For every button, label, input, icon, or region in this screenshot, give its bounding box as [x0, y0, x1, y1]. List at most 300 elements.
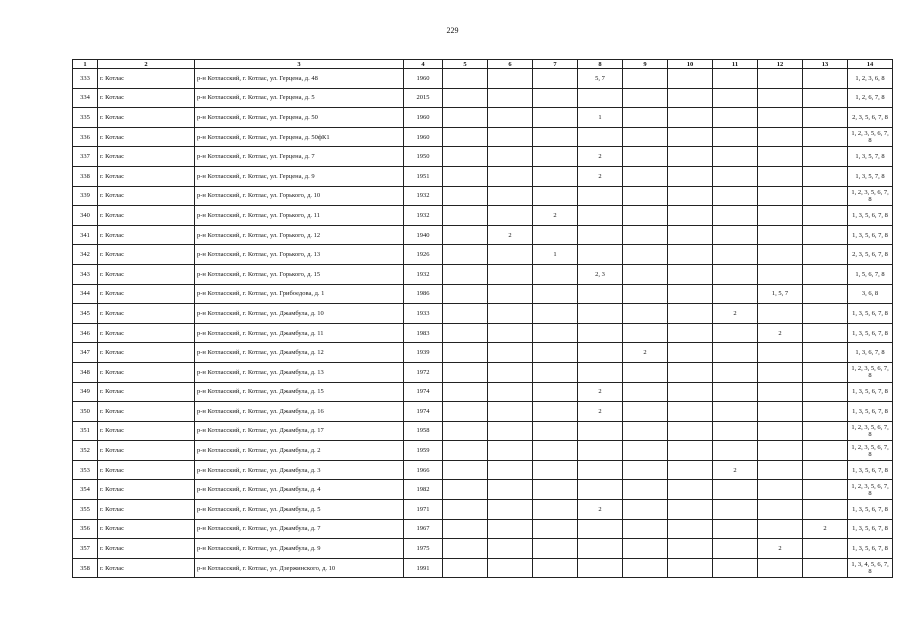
col-9-cell [623, 558, 668, 578]
col-5-cell [443, 421, 488, 441]
col-12-cell: 2 [758, 539, 803, 559]
address-cell: р-н Котласский, г. Котлас, ул. Джамбула, д. 12 [195, 343, 404, 363]
column-header-13: 13 [803, 60, 848, 69]
row-number-cell: 354 [73, 480, 98, 500]
col-13-cell [803, 245, 848, 265]
address-cell: р-н Котласский, г. Котлас, ул. Горького, д. 13 [195, 245, 404, 265]
col-6-cell [488, 421, 533, 441]
col-6-cell [488, 382, 533, 402]
col-9-cell [623, 225, 668, 245]
col-12-cell [758, 147, 803, 167]
col-5-cell [443, 382, 488, 402]
col-13-cell [803, 108, 848, 128]
col-7-cell [533, 166, 578, 186]
col-7-cell [533, 323, 578, 343]
column-header-10: 10 [668, 60, 713, 69]
col-6-cell [488, 402, 533, 422]
address-cell: р-н Котласский, г. Котлас, ул. Дзержинского, д. 10 [195, 558, 404, 578]
col-5-cell [443, 166, 488, 186]
col-11-cell [713, 88, 758, 108]
col-7-cell [533, 343, 578, 363]
col-10-cell [668, 500, 713, 520]
col-6-cell [488, 441, 533, 461]
col-12-cell [758, 480, 803, 500]
col-14-cell: 1, 3, 5, 6, 7, 8 [848, 500, 893, 520]
address-cell: р-н Котласский, г. Котлас, ул. Герцена, д. 48 [195, 69, 404, 89]
year-built-cell: 1932 [404, 264, 443, 284]
col-8-cell [578, 186, 623, 206]
row-number-cell: 335 [73, 108, 98, 128]
table-row [73, 441, 893, 461]
col-12-cell [758, 186, 803, 206]
col-5-cell [443, 147, 488, 167]
col-14-cell: 1, 3, 5, 6, 7, 8 [848, 225, 893, 245]
col-8-cell [578, 421, 623, 441]
year-built-cell: 1933 [404, 304, 443, 324]
address-cell: р-н Котласский, г. Котлас, ул. Джамбула, д. 17 [195, 421, 404, 441]
address-cell: р-н Котласский, г. Котлас, ул. Джамбула, д. 4 [195, 480, 404, 500]
year-built-cell: 1991 [404, 558, 443, 578]
table-row [73, 519, 893, 539]
row-number-cell: 336 [73, 127, 98, 147]
table-row [73, 500, 893, 520]
col-9-cell [623, 108, 668, 128]
year-built-cell: 1986 [404, 284, 443, 304]
col-9-cell [623, 402, 668, 422]
row-number-cell: 345 [73, 304, 98, 324]
col-10-cell [668, 382, 713, 402]
col-5-cell [443, 245, 488, 265]
col-13-cell [803, 480, 848, 500]
address-cell: р-н Котласский, г. Котлас, ул. Герцена, д. 5 [195, 88, 404, 108]
col-12-cell [758, 206, 803, 226]
col-12-cell [758, 421, 803, 441]
row-number-cell: 350 [73, 402, 98, 422]
table-row [73, 108, 893, 128]
row-number-cell: 340 [73, 206, 98, 226]
column-header-5: 5 [443, 60, 488, 69]
col-9-cell [623, 539, 668, 559]
col-14-cell: 1, 3, 5, 6, 7, 8 [848, 304, 893, 324]
col-12-cell [758, 304, 803, 324]
col-11-cell: 2 [713, 304, 758, 324]
address-cell: р-н Котласский, г. Котлас, ул. Герцена, д. 9 [195, 166, 404, 186]
year-built-cell: 1966 [404, 460, 443, 480]
settlement-cell: г. Котлас [98, 304, 195, 324]
table-row [73, 69, 893, 89]
col-12-cell [758, 88, 803, 108]
col-8-cell [578, 441, 623, 461]
col-12-cell [758, 460, 803, 480]
col-14-cell: 1, 2, 3, 5, 6, 7, 8 [848, 127, 893, 147]
header-row [73, 60, 893, 69]
col-6-cell [488, 186, 533, 206]
address-cell: р-н Котласский, г. Котлас, ул. Джамбула, д. 10 [195, 304, 404, 324]
col-13-cell [803, 284, 848, 304]
col-7-cell [533, 88, 578, 108]
row-number-cell: 352 [73, 441, 98, 461]
col-5-cell [443, 480, 488, 500]
col-10-cell [668, 206, 713, 226]
table-header [73, 60, 893, 69]
col-6-cell [488, 127, 533, 147]
address-cell: р-н Котласский, г. Котлас, ул. Горького, д. 15 [195, 264, 404, 284]
settlement-cell: г. Котлас [98, 519, 195, 539]
col-6-cell [488, 245, 533, 265]
col-11-cell [713, 382, 758, 402]
col-14-cell: 1, 3, 5, 7, 8 [848, 166, 893, 186]
col-11-cell [713, 206, 758, 226]
col-12-cell [758, 362, 803, 382]
col-7-cell [533, 284, 578, 304]
col-7-cell [533, 539, 578, 559]
col-14-cell: 1, 2, 3, 5, 6, 7, 8 [848, 441, 893, 461]
col-12-cell [758, 558, 803, 578]
column-header-14: 14 [848, 60, 893, 69]
col-10-cell [668, 480, 713, 500]
address-cell: р-н Котласский, г. Котлас, ул. Джамбула, д. 13 [195, 362, 404, 382]
col-14-cell: 1, 3, 5, 6, 7, 8 [848, 460, 893, 480]
settlement-cell: г. Котлас [98, 421, 195, 441]
col-13-cell [803, 323, 848, 343]
col-13-cell [803, 362, 848, 382]
col-5-cell [443, 127, 488, 147]
col-7-cell [533, 186, 578, 206]
col-8-cell [578, 558, 623, 578]
col-11-cell [713, 539, 758, 559]
table-row [73, 186, 893, 206]
col-13-cell [803, 166, 848, 186]
col-14-cell: 1, 2, 3, 5, 6, 7, 8 [848, 362, 893, 382]
column-header-7: 7 [533, 60, 578, 69]
col-12-cell [758, 127, 803, 147]
col-6-cell [488, 147, 533, 167]
col-10-cell [668, 402, 713, 422]
col-13-cell [803, 127, 848, 147]
col-7-cell [533, 460, 578, 480]
col-13-cell [803, 402, 848, 422]
col-5-cell [443, 69, 488, 89]
col-12-cell [758, 108, 803, 128]
col-7-cell [533, 441, 578, 461]
table-row [73, 225, 893, 245]
col-11-cell [713, 147, 758, 167]
col-14-cell: 1, 3, 5, 6, 7, 8 [848, 402, 893, 422]
col-10-cell [668, 323, 713, 343]
row-number-cell: 339 [73, 186, 98, 206]
col-14-cell: 1, 3, 5, 6, 7, 8 [848, 519, 893, 539]
table-row [73, 304, 893, 324]
settlement-cell: г. Котлас [98, 264, 195, 284]
table-row [73, 421, 893, 441]
col-5-cell [443, 500, 488, 520]
col-12-cell [758, 166, 803, 186]
year-built-cell: 1951 [404, 166, 443, 186]
year-built-cell: 1958 [404, 421, 443, 441]
settlement-cell: г. Котлас [98, 460, 195, 480]
col-5-cell [443, 539, 488, 559]
col-12-cell: 1, 5, 7 [758, 284, 803, 304]
col-9-cell [623, 480, 668, 500]
address-cell: р-н Котласский, г. Котлас, ул. Джамбула, д. 11 [195, 323, 404, 343]
col-7-cell [533, 264, 578, 284]
col-8-cell [578, 127, 623, 147]
col-11-cell [713, 245, 758, 265]
col-13-cell [803, 343, 848, 363]
address-cell: р-н Котласский, г. Котлас, ул. Джамбула, д. 5 [195, 500, 404, 520]
column-header-1: 1 [73, 60, 98, 69]
col-10-cell [668, 245, 713, 265]
settlement-cell: г. Котлас [98, 166, 195, 186]
settlement-cell: г. Котлас [98, 362, 195, 382]
col-5-cell [443, 460, 488, 480]
col-5-cell [443, 264, 488, 284]
col-14-cell: 1, 3, 5, 6, 7, 8 [848, 206, 893, 226]
col-6-cell [488, 500, 533, 520]
col-14-cell: 1, 3, 4, 5, 6, 7, 8 [848, 558, 893, 578]
col-9-cell [623, 441, 668, 461]
table-row [73, 558, 893, 578]
col-10-cell [668, 147, 713, 167]
col-8-cell: 2 [578, 500, 623, 520]
col-5-cell [443, 323, 488, 343]
col-7-cell: 1 [533, 245, 578, 265]
col-14-cell: 1, 2, 3, 5, 6, 7, 8 [848, 421, 893, 441]
address-cell: р-н Котласский, г. Котлас, ул. Грибоедова, д. 1 [195, 284, 404, 304]
col-11-cell [713, 343, 758, 363]
column-header-2: 2 [98, 60, 195, 69]
col-7-cell [533, 127, 578, 147]
col-11-cell [713, 500, 758, 520]
col-14-cell: 1, 3, 5, 6, 7, 8 [848, 539, 893, 559]
address-cell: р-н Котласский, г. Котлас, ул. Джамбула, д. 9 [195, 539, 404, 559]
col-12-cell [758, 500, 803, 520]
row-number-cell: 353 [73, 460, 98, 480]
year-built-cell: 1960 [404, 69, 443, 89]
table-row [73, 147, 893, 167]
settlement-cell: г. Котлас [98, 127, 195, 147]
col-7-cell [533, 304, 578, 324]
col-9-cell [623, 500, 668, 520]
col-9-cell: 2 [623, 343, 668, 363]
col-11-cell [713, 421, 758, 441]
settlement-cell: г. Котлас [98, 108, 195, 128]
col-7-cell [533, 147, 578, 167]
year-built-cell: 1960 [404, 127, 443, 147]
row-number-cell: 338 [73, 166, 98, 186]
column-header-12: 12 [758, 60, 803, 69]
col-13-cell [803, 421, 848, 441]
column-header-6: 6 [488, 60, 533, 69]
table-row [73, 460, 893, 480]
table-row [73, 480, 893, 500]
row-number-cell: 351 [73, 421, 98, 441]
column-header-3: 3 [195, 60, 404, 69]
col-8-cell [578, 343, 623, 363]
table-row [73, 362, 893, 382]
address-cell: р-н Котласский, г. Котлас, ул. Герцена, д. 50фК1 [195, 127, 404, 147]
col-8-cell: 2, 3 [578, 264, 623, 284]
table-row [73, 323, 893, 343]
table-row [73, 539, 893, 559]
settlement-cell: г. Котлас [98, 480, 195, 500]
col-14-cell: 2, 3, 5, 6, 7, 8 [848, 245, 893, 265]
col-14-cell: 1, 2, 3, 5, 6, 7, 8 [848, 480, 893, 500]
col-6-cell [488, 88, 533, 108]
row-number-cell: 355 [73, 500, 98, 520]
col-13-cell [803, 88, 848, 108]
settlement-cell: г. Котлас [98, 284, 195, 304]
settlement-cell: г. Котлас [98, 402, 195, 422]
col-7-cell [533, 362, 578, 382]
col-14-cell: 1, 3, 5, 6, 7, 8 [848, 323, 893, 343]
col-8-cell [578, 362, 623, 382]
col-12-cell [758, 225, 803, 245]
col-10-cell [668, 225, 713, 245]
col-5-cell [443, 206, 488, 226]
col-13-cell [803, 264, 848, 284]
col-10-cell [668, 343, 713, 363]
col-11-cell [713, 264, 758, 284]
col-6-cell [488, 108, 533, 128]
row-number-cell: 346 [73, 323, 98, 343]
col-6-cell [488, 323, 533, 343]
col-6-cell [488, 264, 533, 284]
col-5-cell [443, 402, 488, 422]
col-7-cell [533, 500, 578, 520]
settlement-cell: г. Котлас [98, 88, 195, 108]
year-built-cell: 1959 [404, 441, 443, 461]
col-10-cell [668, 166, 713, 186]
col-14-cell: 1, 3, 5, 6, 7, 8 [848, 382, 893, 402]
year-built-cell: 1926 [404, 245, 443, 265]
col-11-cell [713, 225, 758, 245]
address-cell: р-н Котласский, г. Котлас, ул. Горького, д. 11 [195, 206, 404, 226]
col-7-cell [533, 69, 578, 89]
settlement-cell: г. Котлас [98, 539, 195, 559]
col-14-cell: 1, 5, 6, 7, 8 [848, 264, 893, 284]
col-13-cell [803, 500, 848, 520]
col-8-cell [578, 323, 623, 343]
col-14-cell: 1, 3, 5, 7, 8 [848, 147, 893, 167]
col-8-cell: 2 [578, 382, 623, 402]
address-cell: р-н Котласский, г. Котлас, ул. Джамбула, д. 16 [195, 402, 404, 422]
col-5-cell [443, 88, 488, 108]
col-9-cell [623, 166, 668, 186]
col-11-cell [713, 166, 758, 186]
settlement-cell: г. Котлас [98, 147, 195, 167]
table-row [73, 343, 893, 363]
col-5-cell [443, 304, 488, 324]
year-built-cell: 1975 [404, 539, 443, 559]
col-8-cell [578, 304, 623, 324]
col-13-cell [803, 460, 848, 480]
row-number-cell: 333 [73, 69, 98, 89]
settlement-cell: г. Котлас [98, 441, 195, 461]
col-8-cell [578, 539, 623, 559]
row-number-cell: 343 [73, 264, 98, 284]
col-11-cell [713, 108, 758, 128]
col-11-cell [713, 323, 758, 343]
col-11-cell [713, 127, 758, 147]
col-9-cell [623, 88, 668, 108]
col-6-cell [488, 69, 533, 89]
col-14-cell: 1, 2, 3, 6, 8 [848, 69, 893, 89]
table-row [73, 382, 893, 402]
col-13-cell [803, 206, 848, 226]
col-9-cell [623, 323, 668, 343]
col-5-cell [443, 362, 488, 382]
col-11-cell [713, 441, 758, 461]
col-12-cell [758, 69, 803, 89]
col-9-cell [623, 460, 668, 480]
col-13-cell [803, 441, 848, 461]
address-cell: р-н Котласский, г. Котлас, ул. Герцена, д. 7 [195, 147, 404, 167]
table-row [73, 88, 893, 108]
col-12-cell [758, 441, 803, 461]
col-10-cell [668, 186, 713, 206]
column-header-11: 11 [713, 60, 758, 69]
col-8-cell: 2 [578, 402, 623, 422]
year-built-cell: 1983 [404, 323, 443, 343]
settlement-cell: г. Котлас [98, 69, 195, 89]
address-cell: р-н Котласский, г. Котлас, ул. Герцена, д. 50 [195, 108, 404, 128]
col-10-cell [668, 460, 713, 480]
col-12-cell [758, 264, 803, 284]
year-built-cell: 1974 [404, 382, 443, 402]
col-11-cell [713, 480, 758, 500]
col-7-cell [533, 382, 578, 402]
row-number-cell: 341 [73, 225, 98, 245]
col-9-cell [623, 186, 668, 206]
address-cell: р-н Котласский, г. Котлас, ул. Джамбула, д. 7 [195, 519, 404, 539]
table-row [73, 264, 893, 284]
col-11-cell [713, 362, 758, 382]
register-table [72, 59, 893, 578]
row-number-cell: 337 [73, 147, 98, 167]
year-built-cell: 1971 [404, 500, 443, 520]
col-11-cell [713, 402, 758, 422]
col-5-cell [443, 186, 488, 206]
year-built-cell: 1972 [404, 362, 443, 382]
col-13-cell [803, 304, 848, 324]
year-built-cell: 1950 [404, 147, 443, 167]
row-number-cell: 349 [73, 382, 98, 402]
col-13-cell [803, 147, 848, 167]
col-6-cell [488, 460, 533, 480]
address-cell: р-н Котласский, г. Котлас, ул. Горького, д. 10 [195, 186, 404, 206]
col-5-cell [443, 225, 488, 245]
col-8-cell [578, 245, 623, 265]
col-10-cell [668, 362, 713, 382]
row-number-cell: 334 [73, 88, 98, 108]
row-number-cell: 358 [73, 558, 98, 578]
col-12-cell: 2 [758, 323, 803, 343]
col-11-cell: 2 [713, 460, 758, 480]
col-14-cell: 1, 3, 6, 7, 8 [848, 343, 893, 363]
col-6-cell [488, 480, 533, 500]
row-number-cell: 348 [73, 362, 98, 382]
col-6-cell [488, 304, 533, 324]
col-9-cell [623, 264, 668, 284]
col-7-cell [533, 519, 578, 539]
address-cell: р-н Котласский, г. Котлас, ул. Джамбула, д. 2 [195, 441, 404, 461]
year-built-cell: 1939 [404, 343, 443, 363]
col-7-cell [533, 421, 578, 441]
col-11-cell [713, 558, 758, 578]
year-built-cell: 1960 [404, 108, 443, 128]
col-10-cell [668, 127, 713, 147]
